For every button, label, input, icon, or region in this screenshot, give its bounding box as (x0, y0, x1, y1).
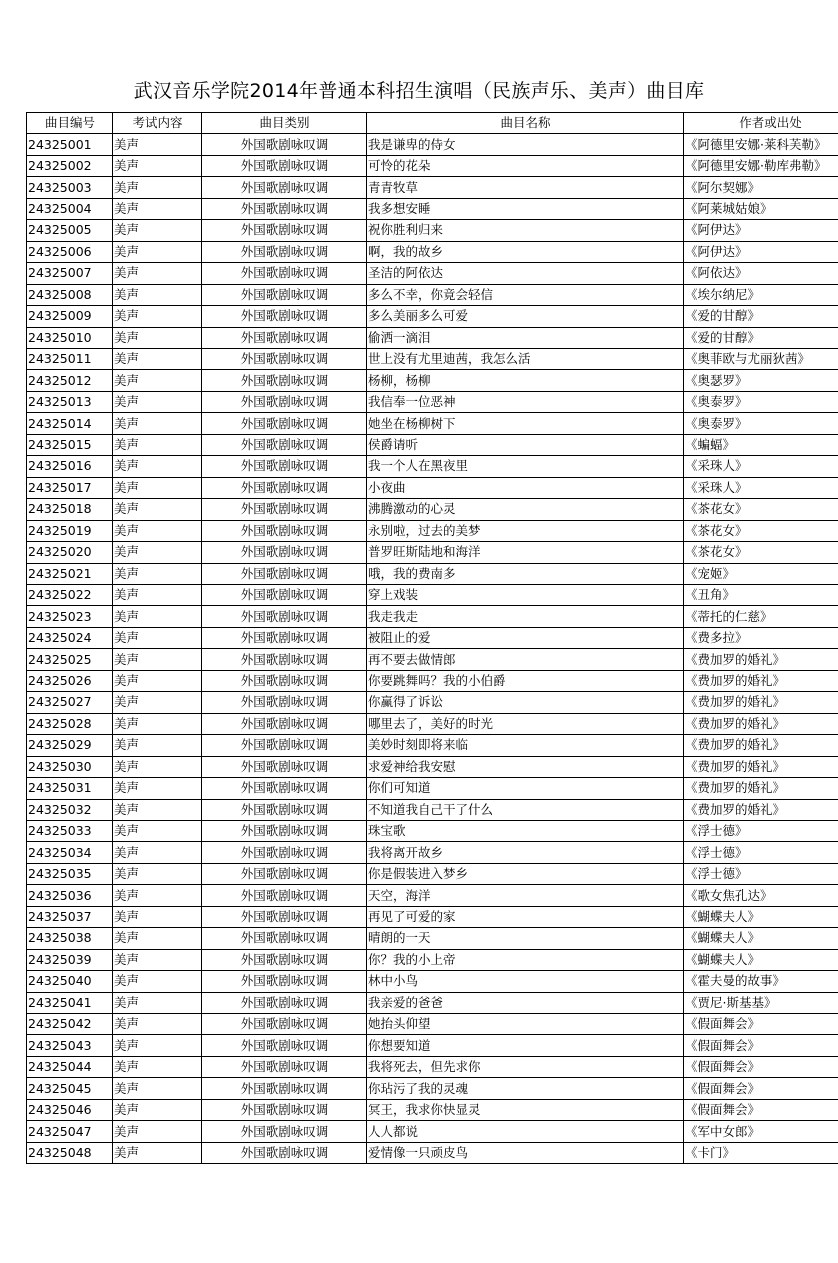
cell-source: 《爱的甘醇》 (684, 306, 838, 327)
cell-source: 《奥泰罗》 (684, 391, 838, 412)
cell-id: 24325024 (27, 627, 113, 648)
cell-id: 24325025 (27, 649, 113, 670)
table-row (27, 306, 838, 327)
cell-song-title: 不知道我自己干了什么 (367, 799, 684, 820)
cell-song-title: 哪里去了，美好的时光 (367, 713, 684, 734)
cell-song-title: 多么不幸，你竟会轻信 (367, 284, 684, 305)
table-row (27, 778, 838, 799)
table-row (27, 863, 838, 884)
cell-song-title: 小夜曲 (367, 477, 684, 498)
cell-song-title: 被阻止的爱 (367, 627, 684, 648)
cell-exam-content: 美声 (113, 155, 202, 176)
cell-source: 《费加罗的婚礼》 (684, 756, 838, 777)
table-row (27, 370, 838, 391)
cell-exam-content: 美声 (113, 456, 202, 477)
cell-id: 24325017 (27, 477, 113, 498)
cell-category: 外国歌剧咏叹调 (202, 971, 367, 992)
cell-category: 外国歌剧咏叹调 (202, 306, 367, 327)
header-category: 曲目类别 (202, 113, 367, 134)
cell-id: 24325038 (27, 928, 113, 949)
cell-song-title: 爱情像一只顽皮鸟 (367, 1142, 684, 1163)
cell-category: 外国歌剧咏叹调 (202, 1121, 367, 1142)
cell-source: 《浮士德》 (684, 820, 838, 841)
table-row (27, 391, 838, 412)
cell-category: 外国歌剧咏叹调 (202, 134, 367, 155)
cell-category: 外国歌剧咏叹调 (202, 1014, 367, 1035)
cell-exam-content: 美声 (113, 220, 202, 241)
cell-category: 外国歌剧咏叹调 (202, 413, 367, 434)
cell-category: 外国歌剧咏叹调 (202, 520, 367, 541)
cell-id: 24325037 (27, 906, 113, 927)
cell-song-title: 你赢得了诉讼 (367, 692, 684, 713)
table-row (27, 413, 838, 434)
cell-source: 《蝙蝠》 (684, 434, 838, 455)
cell-category: 外国歌剧咏叹调 (202, 713, 367, 734)
header-source: 作者或出处 (684, 113, 838, 134)
table-row (27, 756, 838, 777)
cell-id: 24325014 (27, 413, 113, 434)
cell-category: 外国歌剧咏叹调 (202, 1142, 367, 1163)
cell-id: 24325035 (27, 863, 113, 884)
cell-category: 外国歌剧咏叹调 (202, 584, 367, 605)
cell-id: 24325018 (27, 499, 113, 520)
table-row (27, 885, 838, 906)
cell-id: 24325004 (27, 198, 113, 219)
header-row (27, 113, 838, 134)
cell-song-title: 她抬头仰望 (367, 1014, 684, 1035)
table-row (27, 949, 838, 970)
cell-exam-content: 美声 (113, 198, 202, 219)
cell-id: 24325008 (27, 284, 113, 305)
cell-exam-content: 美声 (113, 756, 202, 777)
cell-exam-content: 美声 (113, 949, 202, 970)
cell-category: 外国歌剧咏叹调 (202, 992, 367, 1013)
cell-source: 《费加罗的婚礼》 (684, 692, 838, 713)
cell-song-title: 求爱神给我安慰 (367, 756, 684, 777)
cell-exam-content: 美声 (113, 563, 202, 584)
cell-source: 《费加罗的婚礼》 (684, 735, 838, 756)
repertoire-table (26, 112, 838, 1164)
cell-song-title: 啊，我的故乡 (367, 241, 684, 262)
table-row (27, 198, 838, 219)
cell-category: 外国歌剧咏叹调 (202, 778, 367, 799)
cell-exam-content: 美声 (113, 1014, 202, 1035)
cell-exam-content: 美声 (113, 713, 202, 734)
cell-category: 外国歌剧咏叹调 (202, 348, 367, 369)
table-row (27, 1078, 838, 1099)
cell-source: 《茶花女》 (684, 542, 838, 563)
cell-id: 24325033 (27, 820, 113, 841)
cell-source: 《军中女郎》 (684, 1121, 838, 1142)
cell-song-title: 我亲爱的爸爸 (367, 992, 684, 1013)
cell-source: 《蒂托的仁慈》 (684, 606, 838, 627)
cell-category: 外国歌剧咏叹调 (202, 370, 367, 391)
cell-song-title: 圣洁的阿依达 (367, 263, 684, 284)
cell-category: 外国歌剧咏叹调 (202, 906, 367, 927)
cell-category: 外国歌剧咏叹调 (202, 949, 367, 970)
cell-song-title: 哦，我的费南多 (367, 563, 684, 584)
cell-source: 《采珠人》 (684, 477, 838, 498)
cell-song-title: 美妙时刻即将来临 (367, 735, 684, 756)
cell-exam-content: 美声 (113, 391, 202, 412)
cell-source: 《阿尔契娜》 (684, 177, 838, 198)
cell-exam-content: 美声 (113, 842, 202, 863)
header-song-title: 曲目名称 (367, 113, 684, 134)
cell-category: 外国歌剧咏叹调 (202, 820, 367, 841)
cell-song-title: 我一个人在黑夜里 (367, 456, 684, 477)
cell-id: 24325045 (27, 1078, 113, 1099)
cell-song-title: 偷洒一滴泪 (367, 327, 684, 348)
cell-source: 《假面舞会》 (684, 1056, 838, 1077)
cell-exam-content: 美声 (113, 177, 202, 198)
cell-exam-content: 美声 (113, 885, 202, 906)
cell-song-title: 祝你胜利归来 (367, 220, 684, 241)
cell-exam-content: 美声 (113, 820, 202, 841)
cell-id: 24325034 (27, 842, 113, 863)
cell-category: 外国歌剧咏叹调 (202, 198, 367, 219)
cell-id: 24325001 (27, 134, 113, 155)
table-row (27, 649, 838, 670)
cell-source: 《丑角》 (684, 584, 838, 605)
cell-song-title: 你们可知道 (367, 778, 684, 799)
cell-song-title: 侯爵请听 (367, 434, 684, 455)
cell-source: 《蝴蝶夫人》 (684, 906, 838, 927)
cell-id: 24325048 (27, 1142, 113, 1163)
cell-id: 24325016 (27, 456, 113, 477)
cell-category: 外国歌剧咏叹调 (202, 670, 367, 691)
cell-song-title: 晴朗的一天 (367, 928, 684, 949)
cell-song-title: 冥王，我求你快显灵 (367, 1099, 684, 1120)
cell-song-title: 穿上戏装 (367, 584, 684, 605)
cell-id: 24325031 (27, 778, 113, 799)
cell-source: 《蝴蝶夫人》 (684, 949, 838, 970)
cell-source: 《费加罗的婚礼》 (684, 713, 838, 734)
cell-source: 《费多拉》 (684, 627, 838, 648)
table-row (27, 177, 838, 198)
table-row (27, 928, 838, 949)
cell-song-title: 青青牧草 (367, 177, 684, 198)
table-row (27, 327, 838, 348)
cell-song-title: 你？我的小上帝 (367, 949, 684, 970)
cell-id: 24325021 (27, 563, 113, 584)
table-row (27, 971, 838, 992)
cell-category: 外国歌剧咏叹调 (202, 563, 367, 584)
cell-exam-content: 美声 (113, 971, 202, 992)
cell-exam-content: 美声 (113, 370, 202, 391)
cell-song-title: 我是谦卑的侍女 (367, 134, 684, 155)
table-row (27, 220, 838, 241)
table-row (27, 348, 838, 369)
cell-category: 外国歌剧咏叹调 (202, 606, 367, 627)
cell-source: 《采珠人》 (684, 456, 838, 477)
cell-category: 外国歌剧咏叹调 (202, 627, 367, 648)
cell-id: 24325022 (27, 584, 113, 605)
cell-id: 24325010 (27, 327, 113, 348)
cell-song-title: 天空，海洋 (367, 885, 684, 906)
cell-exam-content: 美声 (113, 1142, 202, 1163)
cell-source: 《假面舞会》 (684, 1014, 838, 1035)
cell-exam-content: 美声 (113, 306, 202, 327)
cell-song-title: 林中小鸟 (367, 971, 684, 992)
cell-source: 《费加罗的婚礼》 (684, 649, 838, 670)
cell-id: 24325011 (27, 348, 113, 369)
cell-exam-content: 美声 (113, 692, 202, 713)
cell-category: 外国歌剧咏叹调 (202, 1035, 367, 1056)
cell-id: 24325032 (27, 799, 113, 820)
cell-category: 外国歌剧咏叹调 (202, 928, 367, 949)
cell-exam-content: 美声 (113, 1099, 202, 1120)
cell-source: 《费加罗的婚礼》 (684, 778, 838, 799)
cell-category: 外国歌剧咏叹调 (202, 391, 367, 412)
cell-id: 24325036 (27, 885, 113, 906)
cell-source: 《奥瑟罗》 (684, 370, 838, 391)
table-row (27, 1056, 838, 1077)
cell-id: 24325030 (27, 756, 113, 777)
cell-category: 外国歌剧咏叹调 (202, 1078, 367, 1099)
cell-id: 24325013 (27, 391, 113, 412)
cell-exam-content: 美声 (113, 863, 202, 884)
cell-id: 24325039 (27, 949, 113, 970)
cell-id: 24325015 (27, 434, 113, 455)
cell-source: 《阿伊达》 (684, 241, 838, 262)
cell-category: 外国歌剧咏叹调 (202, 885, 367, 906)
table-row (27, 842, 838, 863)
cell-source: 《霍夫曼的故事》 (684, 971, 838, 992)
cell-id: 24325040 (27, 971, 113, 992)
cell-source: 《阿德里安娜·勒库弗勒》 (684, 155, 838, 176)
table-row (27, 799, 838, 820)
cell-id: 24325043 (27, 1035, 113, 1056)
cell-id: 24325009 (27, 306, 113, 327)
cell-song-title: 世上没有尤里迪茜，我怎么活 (367, 348, 684, 369)
cell-source: 《假面舞会》 (684, 1099, 838, 1120)
cell-category: 外国歌剧咏叹调 (202, 155, 367, 176)
cell-exam-content: 美声 (113, 627, 202, 648)
cell-exam-content: 美声 (113, 499, 202, 520)
cell-category: 外国歌剧咏叹调 (202, 220, 367, 241)
cell-category: 外国歌剧咏叹调 (202, 241, 367, 262)
cell-song-title: 珠宝歌 (367, 820, 684, 841)
cell-category: 外国歌剧咏叹调 (202, 434, 367, 455)
cell-id: 24325027 (27, 692, 113, 713)
cell-id: 24325003 (27, 177, 113, 198)
cell-id: 24325046 (27, 1099, 113, 1120)
table-row (27, 1035, 838, 1056)
table-row (27, 584, 838, 605)
cell-exam-content: 美声 (113, 520, 202, 541)
cell-id: 24325002 (27, 155, 113, 176)
table-row (27, 670, 838, 691)
table-row (27, 155, 838, 176)
table-row (27, 477, 838, 498)
cell-source: 《埃尔纳尼》 (684, 284, 838, 305)
cell-category: 外国歌剧咏叹调 (202, 542, 367, 563)
cell-source: 《费加罗的婚礼》 (684, 799, 838, 820)
cell-song-title: 再不要去做情郎 (367, 649, 684, 670)
table-row (27, 1099, 838, 1120)
cell-song-title: 可怜的花朵 (367, 155, 684, 176)
cell-exam-content: 美声 (113, 1078, 202, 1099)
cell-source: 《假面舞会》 (684, 1078, 838, 1099)
header-id: 曲目编号 (27, 113, 113, 134)
cell-exam-content: 美声 (113, 542, 202, 563)
cell-id: 24325023 (27, 606, 113, 627)
cell-id: 24325006 (27, 241, 113, 262)
cell-id: 24325005 (27, 220, 113, 241)
cell-song-title: 你要跳舞吗？我的小伯爵 (367, 670, 684, 691)
cell-song-title: 你是假装进入梦乡 (367, 863, 684, 884)
cell-source: 《奥泰罗》 (684, 413, 838, 434)
document-title: 武汉音乐学院2014年普通本科招生演唱（民族声乐、美声）曲目库 (133, 80, 705, 102)
cell-exam-content: 美声 (113, 263, 202, 284)
cell-source: 《蝴蝶夫人》 (684, 928, 838, 949)
cell-exam-content: 美声 (113, 284, 202, 305)
table-row (27, 134, 838, 155)
cell-category: 外国歌剧咏叹调 (202, 799, 367, 820)
cell-source: 《奥菲欧与尤丽狄茜》 (684, 348, 838, 369)
cell-exam-content: 美声 (113, 1121, 202, 1142)
cell-source: 《贾尼·斯基基》 (684, 992, 838, 1013)
table-row (27, 1014, 838, 1035)
cell-source: 《卡门》 (684, 1142, 838, 1163)
cell-song-title: 永别啦，过去的美梦 (367, 520, 684, 541)
cell-category: 外国歌剧咏叹调 (202, 284, 367, 305)
cell-exam-content: 美声 (113, 348, 202, 369)
table-row (27, 542, 838, 563)
cell-exam-content: 美声 (113, 992, 202, 1013)
cell-category: 外国歌剧咏叹调 (202, 456, 367, 477)
cell-category: 外国歌剧咏叹调 (202, 756, 367, 777)
cell-exam-content: 美声 (113, 413, 202, 434)
cell-exam-content: 美声 (113, 735, 202, 756)
cell-exam-content: 美声 (113, 1056, 202, 1077)
cell-song-title: 你想要知道 (367, 1035, 684, 1056)
cell-category: 外国歌剧咏叹调 (202, 649, 367, 670)
table-row (27, 284, 838, 305)
cell-song-title: 我信奉一位恶神 (367, 391, 684, 412)
cell-source: 《阿德里安娜·莱科芙勒》 (684, 134, 838, 155)
cell-exam-content: 美声 (113, 606, 202, 627)
cell-id: 24325044 (27, 1056, 113, 1077)
cell-category: 外国歌剧咏叹调 (202, 499, 367, 520)
cell-category: 外国歌剧咏叹调 (202, 735, 367, 756)
cell-source: 《爱的甘醇》 (684, 327, 838, 348)
cell-source: 《浮士德》 (684, 842, 838, 863)
cell-exam-content: 美声 (113, 906, 202, 927)
cell-song-title: 你玷污了我的灵魂 (367, 1078, 684, 1099)
cell-source: 《茶花女》 (684, 520, 838, 541)
table-row (27, 520, 838, 541)
cell-exam-content: 美声 (113, 584, 202, 605)
cell-id: 24325047 (27, 1121, 113, 1142)
table-row (27, 735, 838, 756)
cell-song-title: 杨柳，杨柳 (367, 370, 684, 391)
cell-exam-content: 美声 (113, 1035, 202, 1056)
cell-song-title: 我将离开故乡 (367, 842, 684, 863)
table-row (27, 456, 838, 477)
cell-category: 外国歌剧咏叹调 (202, 1056, 367, 1077)
cell-song-title: 再见了可爱的家 (367, 906, 684, 927)
header-exam-content: 考试内容 (113, 113, 202, 134)
cell-song-title: 我多想安睡 (367, 198, 684, 219)
cell-exam-content: 美声 (113, 649, 202, 670)
cell-exam-content: 美声 (113, 670, 202, 691)
cell-song-title: 多么美丽多么可爱 (367, 306, 684, 327)
cell-category: 外国歌剧咏叹调 (202, 263, 367, 284)
cell-exam-content: 美声 (113, 799, 202, 820)
cell-song-title: 我走我走 (367, 606, 684, 627)
cell-id: 24325028 (27, 713, 113, 734)
table-row (27, 499, 838, 520)
table-row (27, 563, 838, 584)
cell-exam-content: 美声 (113, 928, 202, 949)
cell-song-title: 我将死去，但先求你 (367, 1056, 684, 1077)
table-row (27, 627, 838, 648)
cell-exam-content: 美声 (113, 778, 202, 799)
cell-id: 24325007 (27, 263, 113, 284)
table-row (27, 434, 838, 455)
cell-source: 《宠姬》 (684, 563, 838, 584)
cell-exam-content: 美声 (113, 241, 202, 262)
cell-song-title: 普罗旺斯陆地和海洋 (367, 542, 684, 563)
cell-id: 24325029 (27, 735, 113, 756)
cell-id: 24325020 (27, 542, 113, 563)
table-row (27, 820, 838, 841)
cell-category: 外国歌剧咏叹调 (202, 842, 367, 863)
table-row (27, 992, 838, 1013)
table-row (27, 1121, 838, 1142)
cell-category: 外国歌剧咏叹调 (202, 477, 367, 498)
cell-source: 《浮士德》 (684, 863, 838, 884)
cell-id: 24325019 (27, 520, 113, 541)
table-row (27, 713, 838, 734)
table-row (27, 606, 838, 627)
table-row (27, 692, 838, 713)
cell-source: 《茶花女》 (684, 499, 838, 520)
cell-source: 《费加罗的婚礼》 (684, 670, 838, 691)
cell-exam-content: 美声 (113, 434, 202, 455)
cell-song-title: 沸腾激动的心灵 (367, 499, 684, 520)
cell-song-title: 人人都说 (367, 1121, 684, 1142)
cell-source: 《歌女焦孔达》 (684, 885, 838, 906)
cell-source: 《假面舞会》 (684, 1035, 838, 1056)
cell-id: 24325012 (27, 370, 113, 391)
cell-source: 《阿伊达》 (684, 220, 838, 241)
cell-source: 《阿莱城姑娘》 (684, 198, 838, 219)
cell-category: 外国歌剧咏叹调 (202, 863, 367, 884)
cell-exam-content: 美声 (113, 477, 202, 498)
table-row (27, 241, 838, 262)
cell-category: 外国歌剧咏叹调 (202, 327, 367, 348)
cell-exam-content: 美声 (113, 327, 202, 348)
cell-source: 《阿依达》 (684, 263, 838, 284)
cell-exam-content: 美声 (113, 134, 202, 155)
cell-category: 外国歌剧咏叹调 (202, 1099, 367, 1120)
cell-category: 外国歌剧咏叹调 (202, 692, 367, 713)
table-row (27, 906, 838, 927)
cell-id: 24325042 (27, 1014, 113, 1035)
cell-id: 24325026 (27, 670, 113, 691)
cell-song-title: 她坐在杨柳树下 (367, 413, 684, 434)
table-row (27, 263, 838, 284)
cell-category: 外国歌剧咏叹调 (202, 177, 367, 198)
cell-id: 24325041 (27, 992, 113, 1013)
table-row (27, 1142, 838, 1163)
